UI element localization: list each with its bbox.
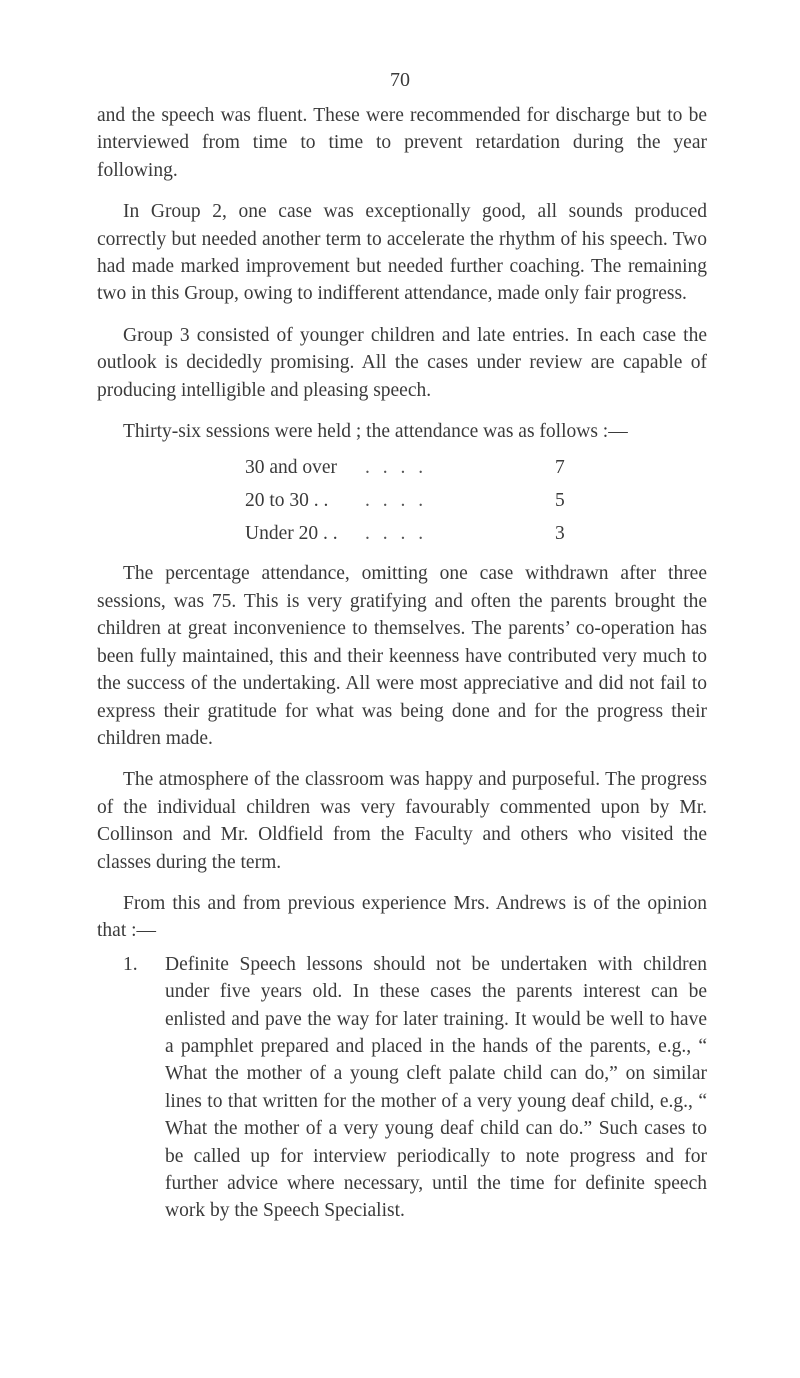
paragraph-group-2: In Group 2, one case was exceptionally good, all sounds produced correctly but needed another term to accelerate the rhythm of his speech. Two had made marked improvement but needed further coaching. The remaining two in this Group, owing to indifferent attendance, made only fair progress. [97,201,707,305]
recommendation-item [97,951,707,1225]
attendance-label: 30 and over [245,457,338,479]
attendance-label: 20 to 30 . . [245,490,329,512]
paragraph-classroom-atmosphere: The atmosphere of the classroom was happy and purposeful. The progress of the individual children was very favourably commented upon by Mr. Collinson and Mr. Oldfield from the Faculty and others who visited the classes during the term. [97,769,707,873]
attendance-value: 5 [555,490,565,512]
attendance-leader: . . . . [365,490,428,512]
paragraph-continuation: and the speech was fluent. These were recommended for discharge but to be interviewed from time to time to prevent retardation during the year following. [97,105,707,181]
attendance-row [97,484,707,517]
attendance-value: 3 [555,523,565,545]
attendance-table [97,451,707,550]
paragraph-percentage-attendance: The percentage attendance, omitting one case withdrawn after three sessions, was 75. This is very gratifying and often the parents brought the children at great inconvenience to themselves. The parents’ co-operation has been fully maintained, this and their keenness have contributed very much to the success of the undertaking. All were most appreciative and did not fail to express their gratitude for what was being done and for the progress their children made. [97,563,707,749]
paragraph-sessions-intro: Thirty-six sessions were held ; the attendance was as follows :— [123,421,628,443]
page-number: 70 [390,69,410,91]
attendance-row [97,517,707,550]
attendance-row [97,451,707,484]
paragraph-opinion-intro: From this and from previous experience Mrs. Andrews is of the opinion that :— [97,892,707,942]
recommendation-number: 1. [123,953,138,975]
attendance-value: 7 [555,457,565,479]
attendance-leader: . . . . [365,457,428,479]
recommendation-text: Definite Speech lessons should not be undertaken with children under five years old. In these cases the parents interest can be enlisted and pave the way for later training. It would be well to have a pamphlet prepared and placed in the hands of the parents, e.g., “ What the mother of a young cleft palate child can do,” on similar lines to that written for the mother of a very young deaf child, e.g., “ What the mother of a very young deaf child can do.” Such cases to be called up for interview periodically to note progress and for further advice where necessary, until the time for definite speech work by the Speech Specialist. [165,953,707,1222]
recommendations-list [97,951,707,1225]
attendance-label: Under 20 . . [245,523,338,545]
paragraph-group-3: Group 3 consisted of younger children and late entries. In each case the outlook is decidedly promising. All the cases under review are capable of producing intelligible and pleasing speech. [97,324,707,401]
attendance-leader: . . . . [365,523,428,545]
body-text [97,102,707,1225]
